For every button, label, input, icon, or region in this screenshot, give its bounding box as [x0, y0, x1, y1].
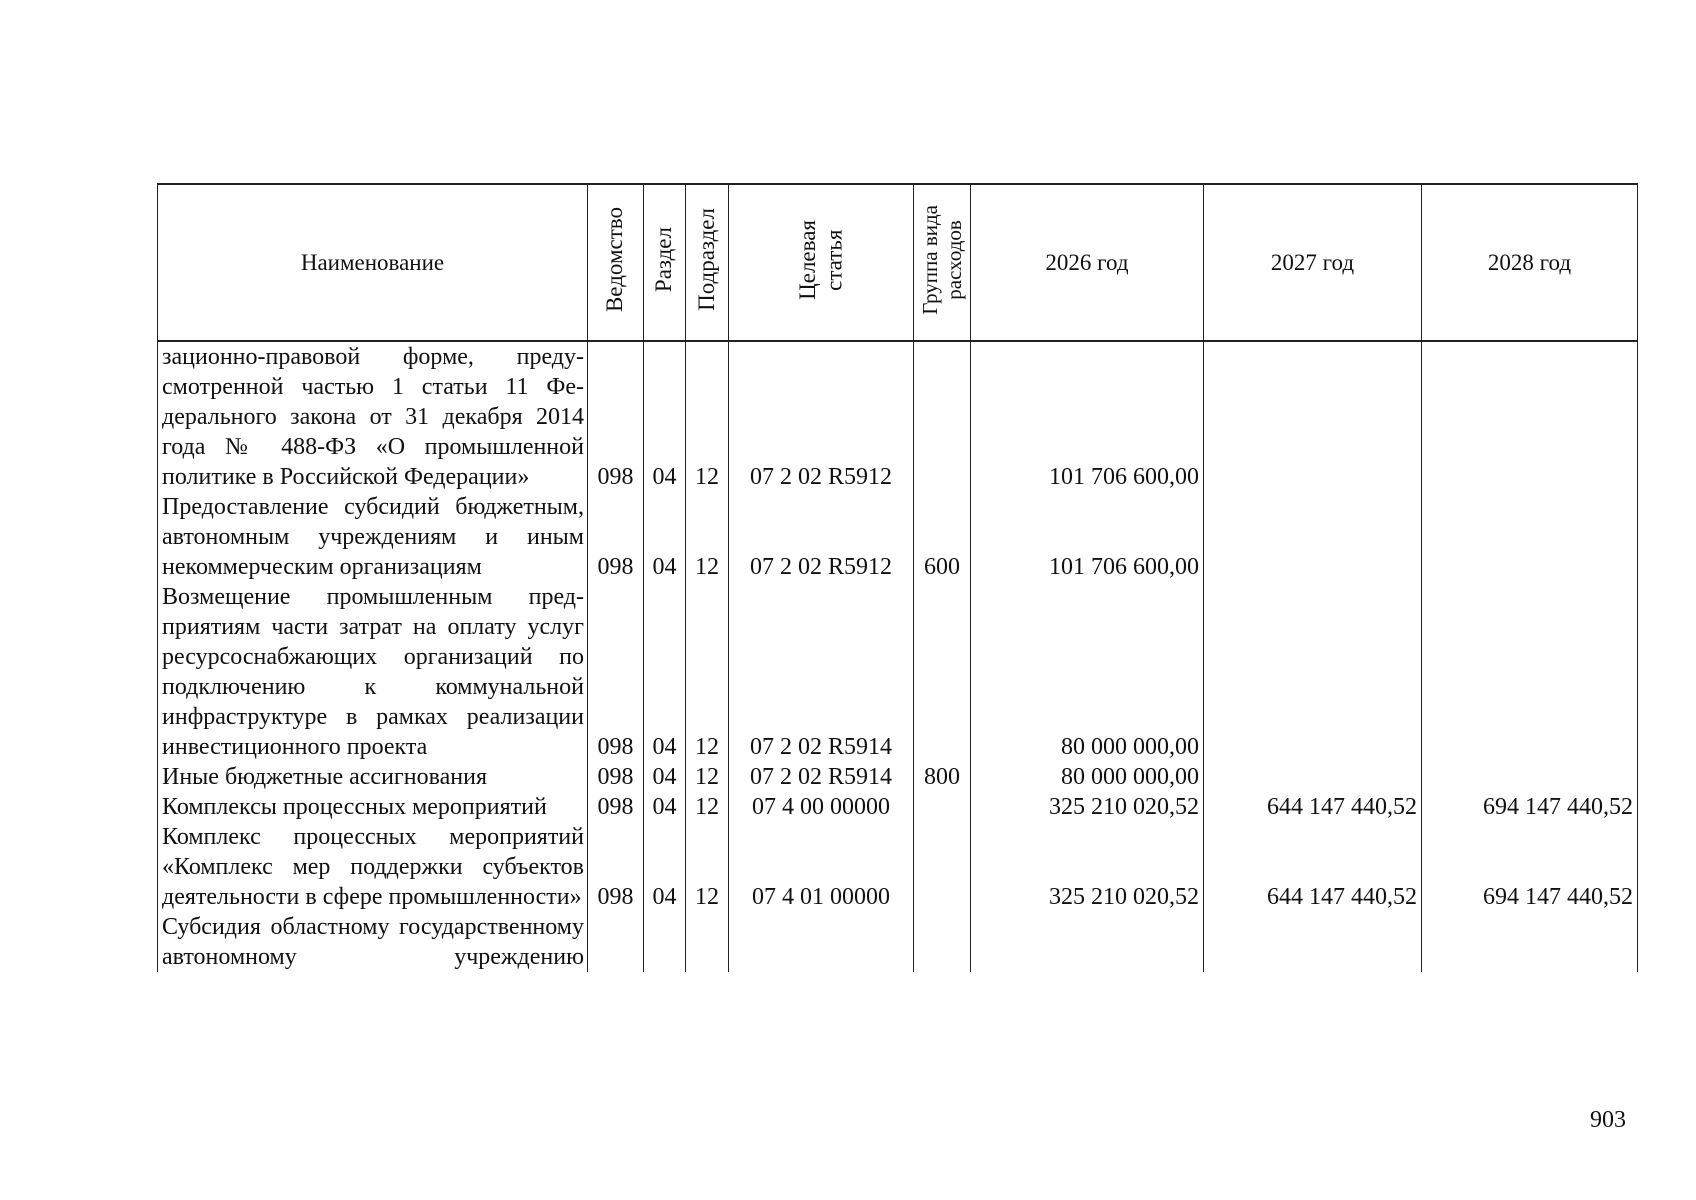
row-name: зационно-правовой форме, предусмотренной частью 1 статьи 11 Федерального закона от 31 декабря 2014 года № 488-ФЗ «О промышленной политике в Российской Федерации»: [158, 341, 588, 492]
row-name: Комплексы процессных мероприятий: [158, 792, 588, 822]
row-target: 07 2 02 R5914: [729, 582, 914, 762]
row-section: 04: [644, 492, 686, 582]
row-2028: [1422, 912, 1638, 972]
row-group: [914, 822, 971, 912]
row-2027: 644 147 440,52: [1204, 822, 1422, 912]
header-subsection: Подраздел: [686, 184, 729, 341]
table-row: [158, 912, 1638, 972]
row-section: 04: [644, 582, 686, 762]
row-2027: [1204, 762, 1422, 792]
row-2027: [1204, 912, 1422, 972]
row-subsection: 12: [686, 582, 729, 762]
table-row: [158, 492, 1638, 582]
row-name: Возмещение промышленным предприятиям части затрат на оплату услуг ресурсоснабжающих организаций по подключению к коммунальной инфраструктуре в рамках реализации инвестиционного проекта: [158, 582, 588, 762]
row-subsection: 12: [686, 762, 729, 792]
row-target: 07 2 02 R5912: [729, 341, 914, 492]
row-dept: 098: [588, 492, 644, 582]
row-2028: [1422, 582, 1638, 762]
row-2026: 80 000 000,00: [971, 762, 1204, 792]
row-group: [914, 582, 971, 762]
header-2028: 2028 год: [1422, 184, 1638, 341]
row-2028: [1422, 762, 1638, 792]
row-subsection: 12: [686, 492, 729, 582]
row-2027: [1204, 582, 1422, 762]
table-row: [158, 792, 1638, 822]
table-row: [158, 341, 1638, 492]
budget-table: [157, 183, 1638, 972]
header-2026: 2026 год: [971, 184, 1204, 341]
row-section: [644, 912, 686, 972]
table-row: [158, 582, 1638, 762]
row-target: 07 2 02 R5914: [729, 762, 914, 792]
row-section: 04: [644, 792, 686, 822]
row-target: [729, 912, 914, 972]
row-dept: 098: [588, 822, 644, 912]
row-2028: [1422, 341, 1638, 492]
row-dept: 098: [588, 582, 644, 762]
row-2028: [1422, 492, 1638, 582]
row-dept: 098: [588, 792, 644, 822]
row-group: [914, 341, 971, 492]
row-2027: [1204, 492, 1422, 582]
row-group: 800: [914, 762, 971, 792]
header-name: Наименование: [158, 184, 588, 341]
row-2026: [971, 912, 1204, 972]
row-subsection: 12: [686, 792, 729, 822]
row-name: Субсидия областному государственному автономному учреждению: [158, 912, 588, 972]
row-name: Комплекс процессных мероприятий «Комплекс мер поддержки субъектов деятельности в сфере промышленности»: [158, 822, 588, 912]
row-2027: [1204, 341, 1422, 492]
row-2028: 694 147 440,52: [1422, 792, 1638, 822]
header-section: Раздел: [644, 184, 686, 341]
row-dept: [588, 912, 644, 972]
row-subsection: [686, 912, 729, 972]
table-row: [158, 822, 1638, 912]
row-section: 04: [644, 822, 686, 912]
row-dept: 098: [588, 762, 644, 792]
page-number: 903: [1590, 1107, 1626, 1133]
row-2026: 101 706 600,00: [971, 492, 1204, 582]
row-2027: 644 147 440,52: [1204, 792, 1422, 822]
row-target: 07 4 01 00000: [729, 822, 914, 912]
row-dept: 098: [588, 341, 644, 492]
header-dept: Ведомство: [588, 184, 644, 341]
row-subsection: 12: [686, 822, 729, 912]
row-section: 04: [644, 341, 686, 492]
row-2028: 694 147 440,52: [1422, 822, 1638, 912]
row-group: [914, 912, 971, 972]
row-target: 07 2 02 R5912: [729, 492, 914, 582]
row-2026: 101 706 600,00: [971, 341, 1204, 492]
header-group: Группа вида расходов: [914, 184, 971, 341]
row-2026: 325 210 020,52: [971, 792, 1204, 822]
header-2027: 2027 год: [1204, 184, 1422, 341]
row-2026: 325 210 020,52: [971, 822, 1204, 912]
row-group: 600: [914, 492, 971, 582]
row-name: Иные бюджетные ассигнования: [158, 762, 588, 792]
row-target: 07 4 00 00000: [729, 792, 914, 822]
row-subsection: 12: [686, 341, 729, 492]
row-group: [914, 792, 971, 822]
row-name: Предоставление субсидий бюджетным, автономным учреждениям и иным некоммерческим организациям: [158, 492, 588, 582]
header-target: Целевая статья: [729, 184, 914, 341]
table-row: [158, 762, 1638, 792]
table-header-row: [158, 184, 1638, 341]
row-section: 04: [644, 762, 686, 792]
row-2026: 80 000 000,00: [971, 582, 1204, 762]
